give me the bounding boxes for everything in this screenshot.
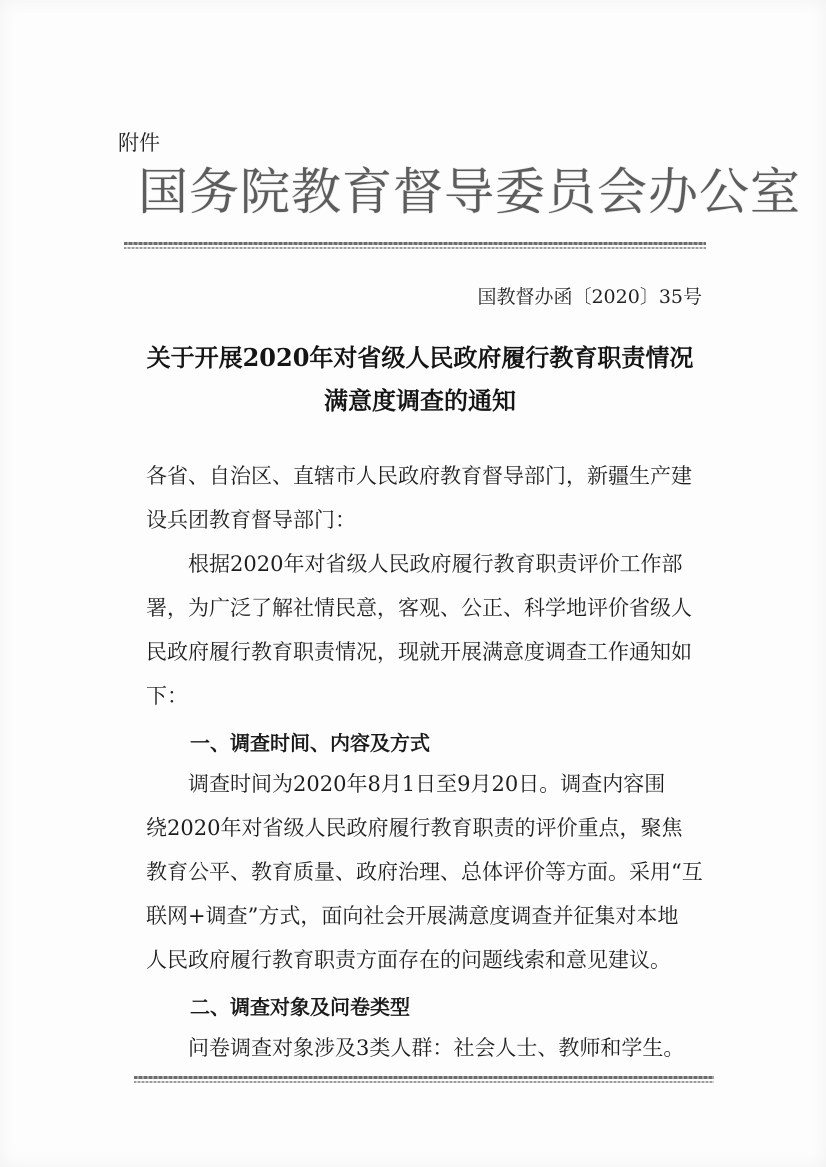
section-1-line-4: 联网+调查”方式，面向社会开展满意度调查并征集对本地 xyxy=(146,904,679,928)
attachment-label: 附件 xyxy=(118,131,160,155)
intro-line-3: 民政府履行教育职责情况，现就开展满意度调查工作通知如 xyxy=(146,640,692,664)
section-1-line-5: 人民政府履行教育职责方面存在的问题线索和意见建议。 xyxy=(146,948,671,972)
footer-rule-secondary xyxy=(134,1081,714,1083)
letterhead-rule-secondary xyxy=(124,247,706,249)
section-2-line-1: 问卷调查对象涉及3类人群：社会人士、教师和学生。 xyxy=(188,1036,685,1060)
section-1-line-2: 绕2020年对省级人民政府履行教育职责的评价重点，聚焦 xyxy=(146,816,683,840)
section-1-line-3: 教育公平、教育质量、政府治理、总体评价等方面。采用“互 xyxy=(146,860,703,884)
letterhead: 国务院教育督导委员会办公室 xyxy=(138,163,801,221)
letterhead-rule xyxy=(124,242,706,245)
intro-line-4: 下： xyxy=(146,684,188,708)
document-number: 国教督办函〔2020〕35号 xyxy=(477,286,702,308)
section-2-heading: 二、调查对象及问卷类型 xyxy=(190,995,410,1019)
intro-line-1: 根据2020年对省级人民政府履行教育职责评价工作部 xyxy=(188,552,683,576)
section-1-heading: 一、调查时间、内容及方式 xyxy=(190,731,430,755)
footer-rule xyxy=(134,1076,714,1079)
addressee-line-1: 各省、自治区、直辖市人民政府教育督导部门，新疆生产建 xyxy=(146,464,692,488)
title-line-1: 关于开展2020年对省级人民政府履行教育职责情况 xyxy=(146,343,694,372)
addressee-line-2: 设兵团教育督导部门： xyxy=(146,508,356,532)
title-line-2: 满意度调查的通知 xyxy=(324,386,516,415)
intro-line-2: 署，为广泛了解社情民意，客观、公正、科学地评价省级人 xyxy=(146,596,692,620)
section-1-line-1: 调查时间为2020年8月1日至9月20日。调查内容围 xyxy=(188,772,666,796)
